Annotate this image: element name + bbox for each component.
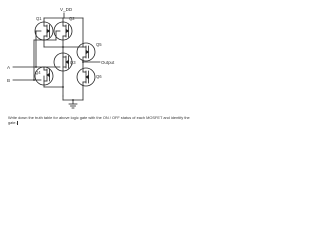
cmos-circuit-diagram xyxy=(0,0,200,115)
transistor-q1 xyxy=(35,21,53,47)
q6-label: Q6 xyxy=(96,74,102,79)
output-label: Output xyxy=(101,60,115,65)
q5-label: Q5 xyxy=(96,42,102,47)
transistor-q5 xyxy=(77,43,95,62)
transistor-q6 xyxy=(77,62,95,100)
question-text-area[interactable] xyxy=(8,115,196,126)
q3-label: Q3 xyxy=(70,60,76,65)
question-text: Write down the truth table for above logic gate with the ON / OFF status of each MOSFET and identify the gate. xyxy=(8,115,190,126)
q2-label: Q2 xyxy=(69,16,75,21)
q4-label: Q4 xyxy=(35,70,41,75)
text-caret xyxy=(17,121,18,125)
vdd-label: V_DD xyxy=(60,7,73,12)
question-canvas xyxy=(0,0,200,138)
q1-label: Q1 xyxy=(36,16,42,21)
input-a-label: A xyxy=(7,65,11,70)
transistor-q2 xyxy=(54,21,72,47)
ground-symbol xyxy=(63,100,83,108)
input-b-label: B xyxy=(7,78,11,83)
